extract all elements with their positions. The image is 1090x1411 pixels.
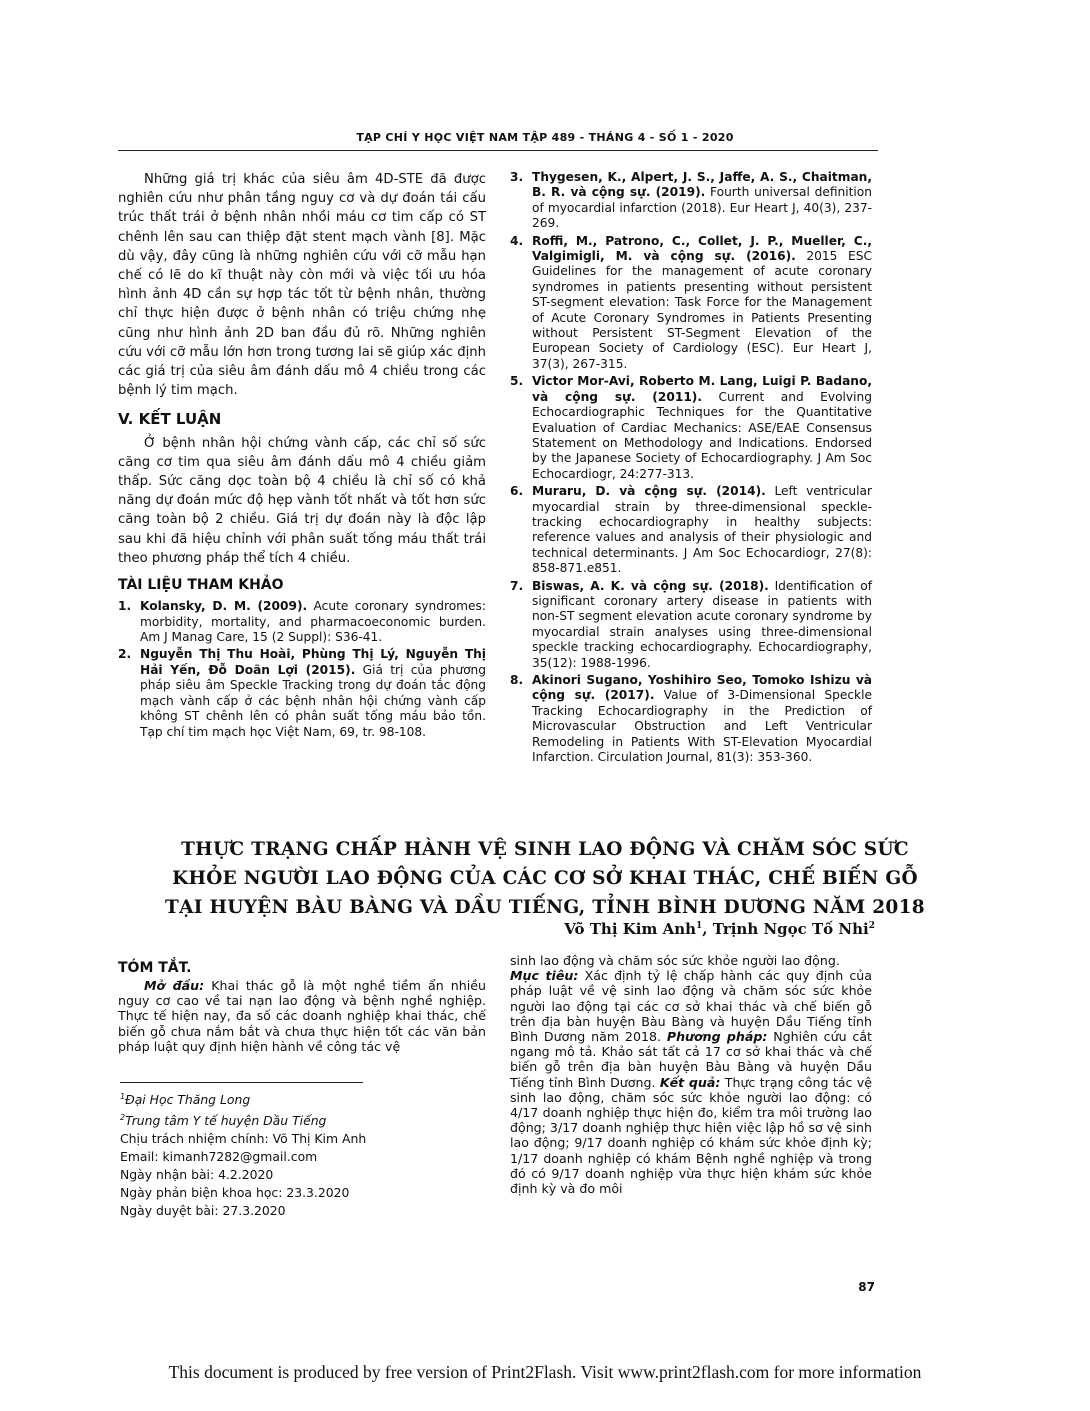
- reference-text: Left ventricular myocardial strain by three-dimensional speckle-tracking echocardiography in healthy subjects: reference values and analysis of their physiologic and technical determinants. J Am Soc Echocardiogr, 27(8): 858-871.e851.: [532, 484, 872, 576]
- reference-text: Identification of significant coronary artery disease in patients with non-ST segment elevation acute coronary syndrome by myocardial strain analyses using three-dimensional speckle tracking echocardiography. Echocardiography, 35(12): 1988-1996.: [532, 578, 873, 670]
- author-affiliation-mark: 2: [868, 921, 875, 931]
- reference-number: 7.: [510, 578, 524, 593]
- reference-authors: Nguyễn Thị Thu Hoài, Phùng Thị Lý, Nguyễn Thị Hải Yến, Đỗ Doãn Lợi (2015).: [140, 647, 486, 677]
- reference-authors: Muraru, D. và cộng sự. (2014).: [532, 484, 766, 499]
- abstract-intro: [118, 978, 486, 1054]
- author-name: Trịnh Ngọc Tố Nhi: [712, 920, 869, 938]
- title-line: THỰC TRẠNG CHẤP HÀNH VỆ SINH LAO ĐỘNG VÀ CHĂM SÓC SỨC: [181, 839, 909, 860]
- abstract-continuation: sinh lao động và chăm sóc sức khỏe người lao động.: [510, 953, 840, 968]
- reference-authors: Biswas, A. K. và cộng sự. (2018).: [532, 578, 769, 593]
- reference-item: [510, 374, 872, 482]
- reference-item: [510, 484, 872, 576]
- reference-body: [532, 234, 872, 373]
- affiliation-mark: 2: [120, 1113, 126, 1123]
- reference-item: [510, 170, 872, 232]
- journal-header: TẠP CHÍ Y HỌC VIỆT NAM TẬP 489 - THÁNG 4 - SỐ 1 - 2020: [356, 131, 734, 144]
- references-list-left: [118, 599, 486, 740]
- responsible-author: Chịu trách nhiệm chính: Võ Thị Kim Anh: [120, 1131, 367, 1147]
- reference-item: [510, 673, 872, 765]
- mo-dau-label: Mở đầu:: [144, 978, 205, 993]
- abstract-left: [118, 960, 486, 1054]
- reference-authors: Kolansky, D. M. (2009).: [140, 599, 308, 614]
- affiliation-text: Đại Học Thăng Long: [125, 1092, 251, 1108]
- reference-number: 4.: [510, 233, 524, 248]
- reference-text: Value of 3-Dimensional Speckle Tracking Echocardiography in the Prediction of Microvascular Obstruction and Left Ventricular Remodeling in Patients With ST-Elevation Myocardial Infarction. Circulation Journal, 81(3): 353-360.: [532, 688, 872, 765]
- author-affiliation-mark: 1: [696, 921, 703, 931]
- reference-number: 3.: [510, 170, 524, 184]
- left-column-top: [118, 170, 486, 742]
- conclusion-heading: V. KẾT LUẬN: [118, 410, 222, 429]
- reference-text: Fourth universal definition of myocardial infarction (2018). Eur Heart J, 40(3), 237-269.: [532, 185, 872, 231]
- reference-body: [532, 484, 872, 576]
- reference-number: 8.: [510, 673, 524, 687]
- received-date: Ngày nhận bài: 4.2.2020: [120, 1167, 274, 1183]
- reference-number: 2.: [118, 647, 132, 662]
- reference-body: [532, 170, 872, 232]
- ket-qua-label: Kết quả:: [659, 1074, 721, 1090]
- reference-text: Acute coronary syndromes: morbidity, mortality, and pharmacoeconomic burden. Am J Manag Care, 15 (2 Suppl): S36-41.: [140, 599, 486, 645]
- references-heading: TÀI LIỆU THAM KHẢO: [118, 577, 284, 594]
- abstract-right: [510, 953, 872, 1196]
- affiliation-1: [120, 1088, 490, 1109]
- discussion-paragraph: Những giá trị khác của siêu âm 4D-STE đã được nghiên cứu như phân tầng nguy cơ và dự đoán tái cấu trúc thất trái ở bệnh nhân nhồi máu cơ tim cấp có ST chênh lên sau can thiệp đặt stent mạch vành [8]. Mặc dù vậy, đây cũng là những nghiên cứu với cỡ mẫu hạn chế có lẽ do kĩ thuật này còn mới và việc tối ưu hóa hình ảnh 4D cần sự hợp tác tốt từ bệnh nhân, thường chỉ thực hiện được ở bệnh nhân có triệu chứng nhẹ cũng như hình ảnh 2D ban đầu đủ rõ. Những nghiên cứu với cỡ mẫu lớn hơn trong tương lai sẽ giúp xác định các giá trị của siêu âm đánh dấu mô 4 chiều trong các bệnh lý tim mạch.: [118, 172, 486, 399]
- reference-body: [532, 579, 872, 671]
- references-list-right: [510, 170, 872, 767]
- muc-tieu-label: Mục tiêu:: [510, 968, 579, 984]
- affiliation-2: [120, 1109, 490, 1130]
- reference-body: [532, 673, 872, 765]
- footnote-rule: [120, 1082, 363, 1083]
- reference-item: [510, 579, 872, 671]
- abstract-objective: [510, 968, 872, 1196]
- reference-number: 1.: [118, 599, 132, 614]
- contact-email: Email: kimanh7282@gmail.com: [120, 1149, 318, 1165]
- header-rule: [118, 150, 878, 151]
- muc-tieu-text: Xác định tỷ lệ chấp hành các quy định của pháp luật về vệ sinh lao động và chăm sóc sức khỏe người lao động tại các cơ sở khai thác và chế biến gỗ trên địa bàn huyện Bàu Bàng và huyện Dầu Tiếng tỉnh Bình Dương năm 2018.: [510, 968, 873, 1045]
- author-separator: ,: [702, 920, 713, 938]
- affiliation-mark: 1: [120, 1092, 126, 1101]
- page-number: 87: [858, 1280, 875, 1294]
- reference-authors: Thygesen, K., Alpert, J. S., Jaffe, A. S., Chaitman, B. R. và cộng sự. (2019).: [532, 170, 872, 200]
- affiliation-text: Trung tâm Y tế huyện Dầu Tiếng: [125, 1113, 327, 1129]
- mo-dau-text: Khai thác gỗ là một nghề tiềm ẩn nhiều nguy cơ cao về tai nạn lao động và bệnh nghề nghiệp. Thực tế hiện nay, đa số các doanh nghiệp khai thác, chế biến gỗ chưa nắm bắt và chưa thực hiện tốt các văn bản pháp luật quy định hiện hành về công tác vệ: [118, 978, 486, 1054]
- title-line: KHỎE NGƯỜI LAO ĐỘNG CỦA CÁC CƠ SỞ KHAI THÁC, CHẾ BIẾN GỖ: [172, 868, 918, 889]
- reference-authors: Akinori Sugano, Yoshihiro Seo, Tomoko Ishizu và cộng sự. (2017).: [532, 673, 872, 703]
- article-title: [60, 835, 1030, 922]
- article-authors: [564, 920, 875, 938]
- reference-item: [118, 599, 486, 645]
- reference-text: Giá trị của phương pháp siêu âm Speckle Tracking trong dự đoán tắc động mạch vành cấp ở các bệnh nhân hội chứng vành cấp không ST chênh lên có phân suất tống máu bảo tồn. Tạp chí tim mạch học Việt Nam, 69, tr. 98-108.: [140, 662, 486, 739]
- conclusion-paragraph: Ở bệnh nhân hội chứng vành cấp, các chỉ số sức căng cơ tim qua siêu âm đánh dấu mô 4 chiều giảm thấp. Sức căng dọc toàn bộ 4 chiều là chỉ số có khả năng dự đoán mức độ hẹp vành tốt nhất và tốt hơn sức căng toàn bộ 2 chiều. Giá trị dự đoán này là độc lập sau khi đã hiệu chỉnh với phân suất tống máu thất trái theo phương pháp thể tích 4 chiều.: [118, 435, 486, 566]
- print2flash-banner: This document is produced by free version of Print2Flash. Visit www.print2flash.com for more information: [168, 1362, 922, 1382]
- reference-number: 6.: [510, 484, 524, 499]
- review-date: Ngày phản biện khoa học: 23.3.2020: [120, 1185, 350, 1201]
- reference-item: [118, 647, 486, 739]
- reference-body: [532, 374, 872, 482]
- reference-number: 5.: [510, 374, 524, 389]
- reference-item: [510, 234, 872, 373]
- title-line: TẠI HUYỆN BÀU BÀNG VÀ DẦU TIẾNG, TỈNH BÌNH DƯƠNG NĂM 2018: [165, 897, 925, 918]
- footnotes: [120, 1088, 490, 1220]
- reference-body: [140, 599, 486, 645]
- author-name: Võ Thị Kim Anh: [564, 920, 697, 938]
- reference-authors: Victor Mor-Avi, Roberto M. Lang, Luigi P. Badano, và cộng sự. (2011).: [532, 374, 872, 404]
- reference-text: Current and Evolving Echocardiographic Techniques for the Quantitative Evaluation of Cardiac Mechanics: ASE/EAE Consensus Statement on Methodology and Indications. Endorsed by the Japanese Society of Echocardiography. J Am Soc Echocardiogr, 24:277-313.: [532, 389, 872, 481]
- reference-text: 2015 ESC Guidelines for the management of acute coronary syndromes in patients presenting without persistent ST-segment elevation: Task Force for the Management of Acute Coronary Syndromes in Patients Presenting without Persistent ST-Segment Elevation of the European Society of Cardiology (ESC). Eur Heart J, 37(3), 267-315.: [532, 249, 873, 371]
- reference-body: [140, 647, 486, 739]
- phuong-phap-text: Nghiên cứu cắt ngang mô tả. Khảo sát tất cả 17 cơ sở khai thác và chế biến gỗ trên địa bàn huyện Bàu Bàng và huyện Dầu Tiếng tỉnh Bình Dương.: [510, 1029, 872, 1090]
- abstract-heading: TÓM TẮT.: [118, 960, 192, 976]
- ket-qua-text: Thực trạng công tác vệ sinh lao động, chăm sóc sức khỏe người lao động: có 4/17 doanh nghiệp thực hiện đo, kiểm tra môi trường lao động; 3/17 doanh nghiệp thực hiện việc lập hồ sơ vệ sinh lao động; 9/17 doanh nghiệp có khám sức khỏe định kỳ; 1/17 doanh nghiệp có khám Bệnh nghề nghiệp và trong đó có 9/17 doanh nghiệp vừa thực hiện khám sức khỏe định kỳ và đo môi: [510, 1074, 872, 1197]
- phuong-phap-label: Phương pháp:: [666, 1029, 768, 1045]
- reference-authors: Roffi, M., Patrono, C., Collet, J. P., Mueller, C., Valgimigli, M. và cộng sự. (2016).: [532, 233, 872, 264]
- accepted-date: Ngày duyệt bài: 27.3.2020: [120, 1203, 286, 1219]
